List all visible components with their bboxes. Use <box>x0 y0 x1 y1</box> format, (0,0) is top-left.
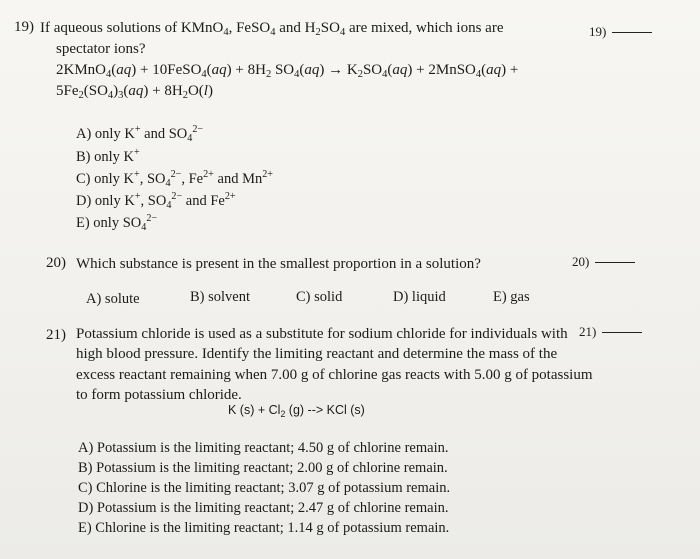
question-21-stem-line4: to form potassium chloride. <box>76 387 242 403</box>
answer-slot-21-label: 21) <box>579 324 597 339</box>
answer-slot-19[interactable] <box>589 24 652 40</box>
answer-blank-21[interactable] <box>602 332 642 333</box>
answer-slot-20[interactable] <box>572 254 635 270</box>
question-21-stem-line2: high blood pressure. Identify the limiting reactant and determine the mass of the <box>76 346 558 362</box>
question-21-number: 21) <box>46 327 66 343</box>
question-20-option-c[interactable]: C) solid <box>296 289 343 305</box>
question-19-stem-line2: spectator ions? <box>56 41 146 57</box>
question-19-equation-line1: 2KMnO$_4$(aq) + 10FeSO$_4$(aq) + $8H_2$ $SO_4(aq) \to K_2SO_4(aq)$ + 2MnSO$_4$(aq) + <box>56 62 519 80</box>
question-21-option-a[interactable]: A) Potassium is the limiting reactant; 4.50 g of chlorine remain. <box>78 440 449 456</box>
question-21-option-e[interactable]: E) Chlorine is the limiting reactant; 1.14 g of potassium remain. <box>78 520 450 536</box>
question-21-stem-line3: excess reactant remaining when 7.00 g of chlorine gas reacts with 5.00 g of potassium <box>76 367 593 383</box>
question-20-option-d[interactable]: D) liquid <box>393 289 446 305</box>
question-19-number: 19) <box>14 19 34 35</box>
question-19-option-d[interactable]: D) only K+, $SO_4^{2-}$ and $Fe^{2+}$ <box>76 191 236 211</box>
question-19-option-a[interactable]: A) only K+ and $SO_4^{2-}$ <box>76 124 204 144</box>
question-21-stem-line1: Potassium chloride is used as a substitute for sodium chloride for individuals with <box>76 326 568 342</box>
question-20-option-b[interactable]: B) solvent <box>190 289 251 305</box>
answer-slot-20-label: 20) <box>572 254 590 269</box>
question-20-option-a[interactable]: A) solute <box>86 291 140 307</box>
question-20-stem: Which substance is present in the smallest proportion in a solution? <box>76 256 481 272</box>
question-19-option-c[interactable]: C) only K+, $SO_4^{2-}$, $Fe^{2+}$ and $Mn^{2+}$ <box>76 169 274 189</box>
answer-blank-19[interactable] <box>612 32 652 33</box>
question-21-option-d[interactable]: D) Potassium is the limiting reactant; 2.47 g of chlorine remain. <box>78 500 449 516</box>
question-21-equation: K $(s) + Cl_2$ (g) --> KCl (s) <box>228 403 365 419</box>
question-21-option-c[interactable]: C) Chlorine is the limiting reactant; 3.07 g of potassium remain. <box>78 480 451 496</box>
question-19-option-e[interactable]: E) only $SO_4^{2-}$ <box>76 213 158 233</box>
question-19-stem-line1: If aqueous solutions of KMnO$_4$, FeSO$_4$ and $H_2SO_4$ are mixed, which ions are <box>40 20 504 38</box>
answer-slot-21[interactable] <box>579 324 642 340</box>
question-20-number: 20) <box>46 255 66 271</box>
question-19-option-b[interactable]: B) only K+ <box>76 147 140 165</box>
question-21-option-b[interactable]: B) Potassium is the limiting reactant; 2.00 g of chlorine remain. <box>78 460 448 476</box>
question-20-option-e[interactable]: E) gas <box>493 289 530 305</box>
question-19-equation-line2: $5Fe_2(SO_4)_3(aq) + 8H_2O(l)$ <box>56 83 213 101</box>
answer-slot-19-label: 19) <box>589 24 607 39</box>
answer-blank-20[interactable] <box>595 262 635 263</box>
